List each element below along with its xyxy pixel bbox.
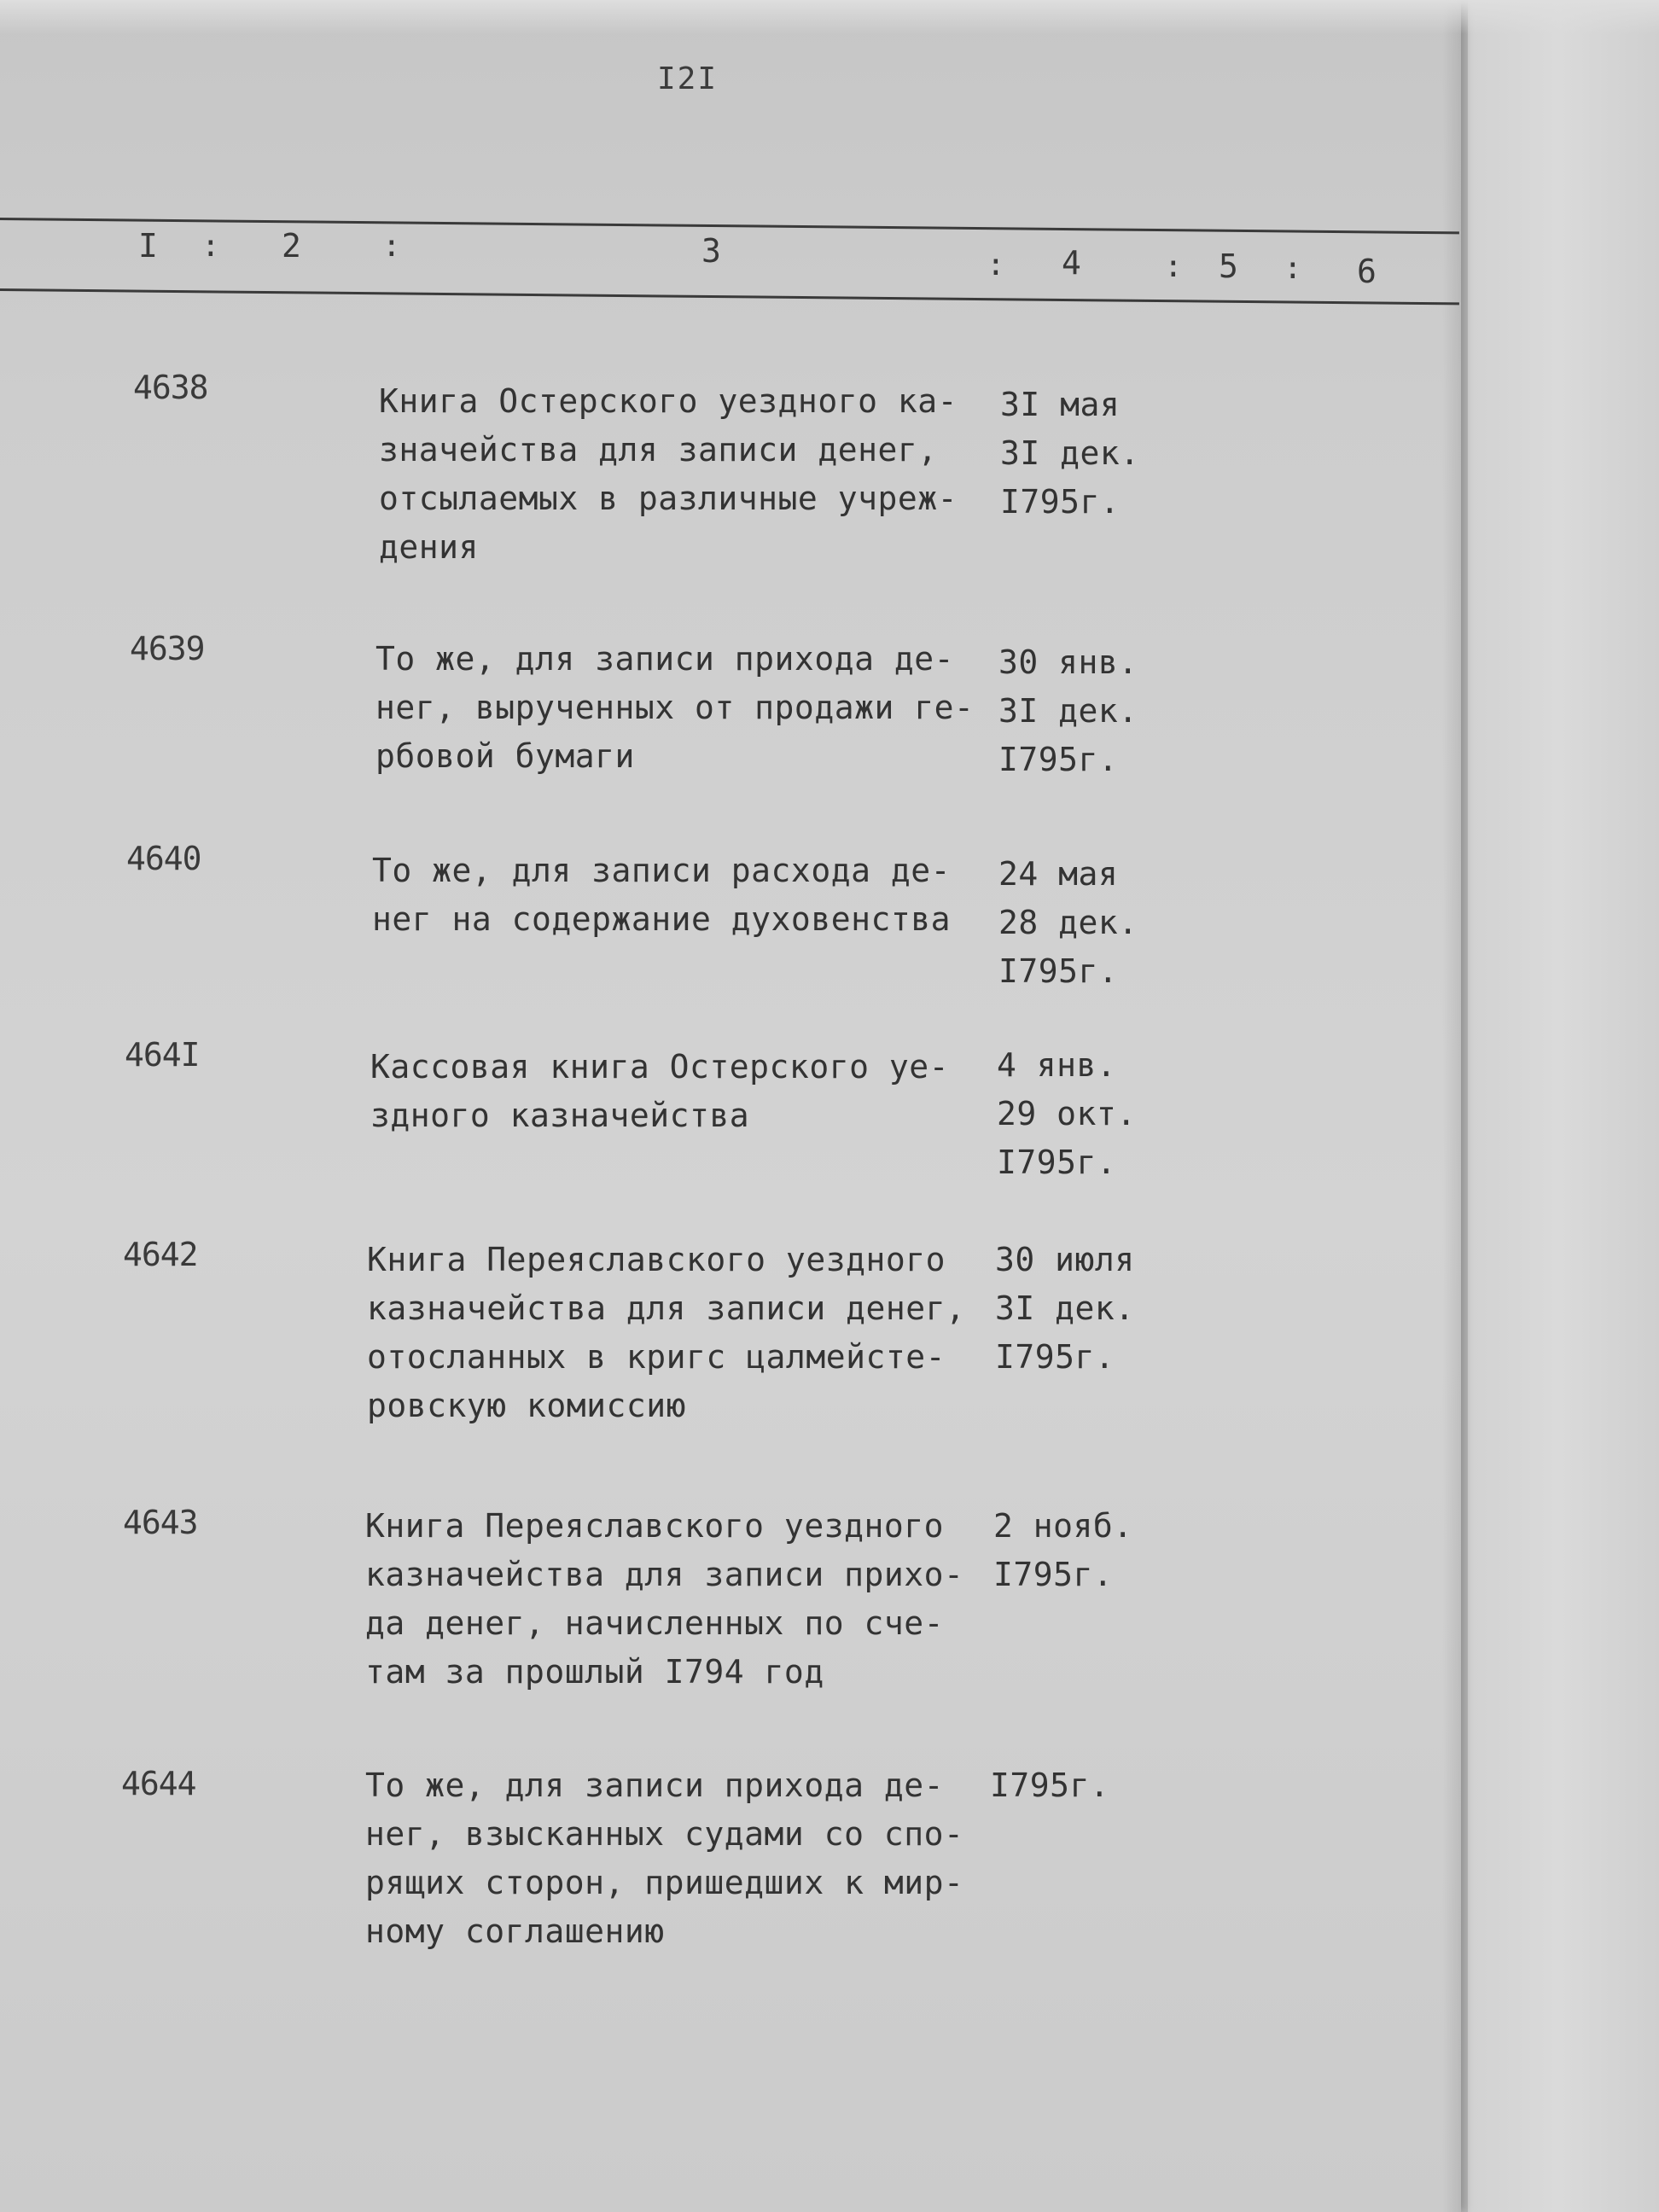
date-line: 2 нояб. [993, 1507, 1133, 1545]
entry-number: 464I [125, 1036, 200, 1074]
description-line: То же, для записи прихода де- [365, 1767, 944, 1804]
date-line: I795г. [998, 952, 1119, 990]
column-header-1: I [138, 227, 158, 265]
date-line: I795г. [997, 1144, 1117, 1181]
date-line: 3I дек. [1000, 434, 1140, 472]
entry-description [365, 1502, 963, 1697]
date-line: I795г. [990, 1767, 1110, 1804]
entry-dates [997, 1041, 1137, 1187]
date-line: 30 июля [995, 1241, 1135, 1278]
description-line: То же, для записи прихода де- [375, 640, 954, 678]
description-line: рбовой бумаги [375, 737, 635, 775]
description-line: нег, взысканных судами со спо- [365, 1815, 964, 1853]
description-line: ному соглашению [365, 1912, 665, 1950]
description-line: То же, для записи расхода де- [372, 852, 951, 889]
entry-number: 4644 [121, 1765, 196, 1802]
date-line: I795г. [1000, 483, 1121, 521]
date-line: 3I дек. [998, 692, 1138, 730]
column-separator: : [201, 229, 220, 264]
column-separator: : [1164, 249, 1183, 284]
column-header-2: 2 [282, 227, 301, 265]
entry-description [375, 635, 974, 781]
description-line: Книга Остерского уездного ка- [379, 382, 958, 420]
page-edge-shadow [1442, 0, 1468, 2212]
description-line: отсылаемых в различные учреж- [379, 480, 958, 517]
entry-number: 4638 [133, 369, 208, 406]
column-header-4: 4 [1062, 244, 1081, 282]
entry-description [367, 1236, 965, 1430]
description-line: отосланных в кригс цалмейсте- [367, 1338, 946, 1376]
description-line: рящих сторон, пришедших к мир- [365, 1864, 964, 1901]
description-line: здного казначейства [370, 1097, 750, 1134]
entry-description [370, 1043, 949, 1140]
date-line: 28 дек. [998, 904, 1138, 941]
top-light-strip [0, 0, 1659, 34]
entry-dates [990, 1761, 1109, 1810]
date-line: 3I дек. [995, 1289, 1135, 1327]
description-line: Книга Переяславского уездного [365, 1507, 944, 1545]
date-line: 24 мая [998, 855, 1119, 893]
entry-description [372, 847, 951, 944]
date-line: 30 янв. [998, 643, 1138, 681]
column-header-6: 6 [1357, 253, 1377, 290]
description-line: казначейства для записи денег, [367, 1289, 966, 1327]
column-separator: : [987, 247, 1005, 282]
description-line: казначейства для записи прихо- [365, 1556, 964, 1593]
column-header-3: 3 [701, 232, 721, 270]
description-line: Кассовая книга Остерского уе- [370, 1048, 949, 1086]
column-separator: : [1284, 251, 1302, 286]
description-line: дения [379, 528, 479, 566]
entry-description [379, 377, 958, 572]
description-line: нег на содержание духовенства [372, 900, 951, 938]
entry-number: 4639 [130, 630, 205, 667]
description-line: нег, вырученных от продажи ге- [375, 689, 975, 726]
entry-description [365, 1761, 963, 1956]
column-header-5: 5 [1219, 247, 1238, 285]
date-line: 3I мая [1000, 386, 1121, 423]
entry-number: 4640 [126, 840, 201, 877]
entry-number: 4642 [123, 1236, 198, 1273]
entry-number: 4643 [123, 1504, 198, 1541]
entry-dates [1000, 381, 1140, 527]
description-line: значейства для записи денег, [379, 431, 938, 469]
date-line: I795г. [998, 741, 1119, 778]
date-line: I795г. [993, 1556, 1114, 1593]
entry-dates [998, 850, 1138, 996]
column-separator: : [382, 229, 401, 264]
entry-dates [998, 638, 1138, 784]
description-line: да денег, начисленных по сче- [365, 1604, 944, 1642]
date-line: I795г. [995, 1338, 1115, 1376]
description-line: Книга Переяславского уездного [367, 1241, 946, 1278]
description-line: ровскую комиссию [367, 1387, 687, 1424]
entry-dates [995, 1236, 1135, 1382]
date-line: 4 янв. [997, 1046, 1117, 1084]
page-number: I2I [657, 61, 719, 96]
date-line: 29 окт. [997, 1095, 1137, 1132]
description-line: там за прошлый I794 год [365, 1653, 824, 1691]
entry-dates [993, 1502, 1133, 1599]
